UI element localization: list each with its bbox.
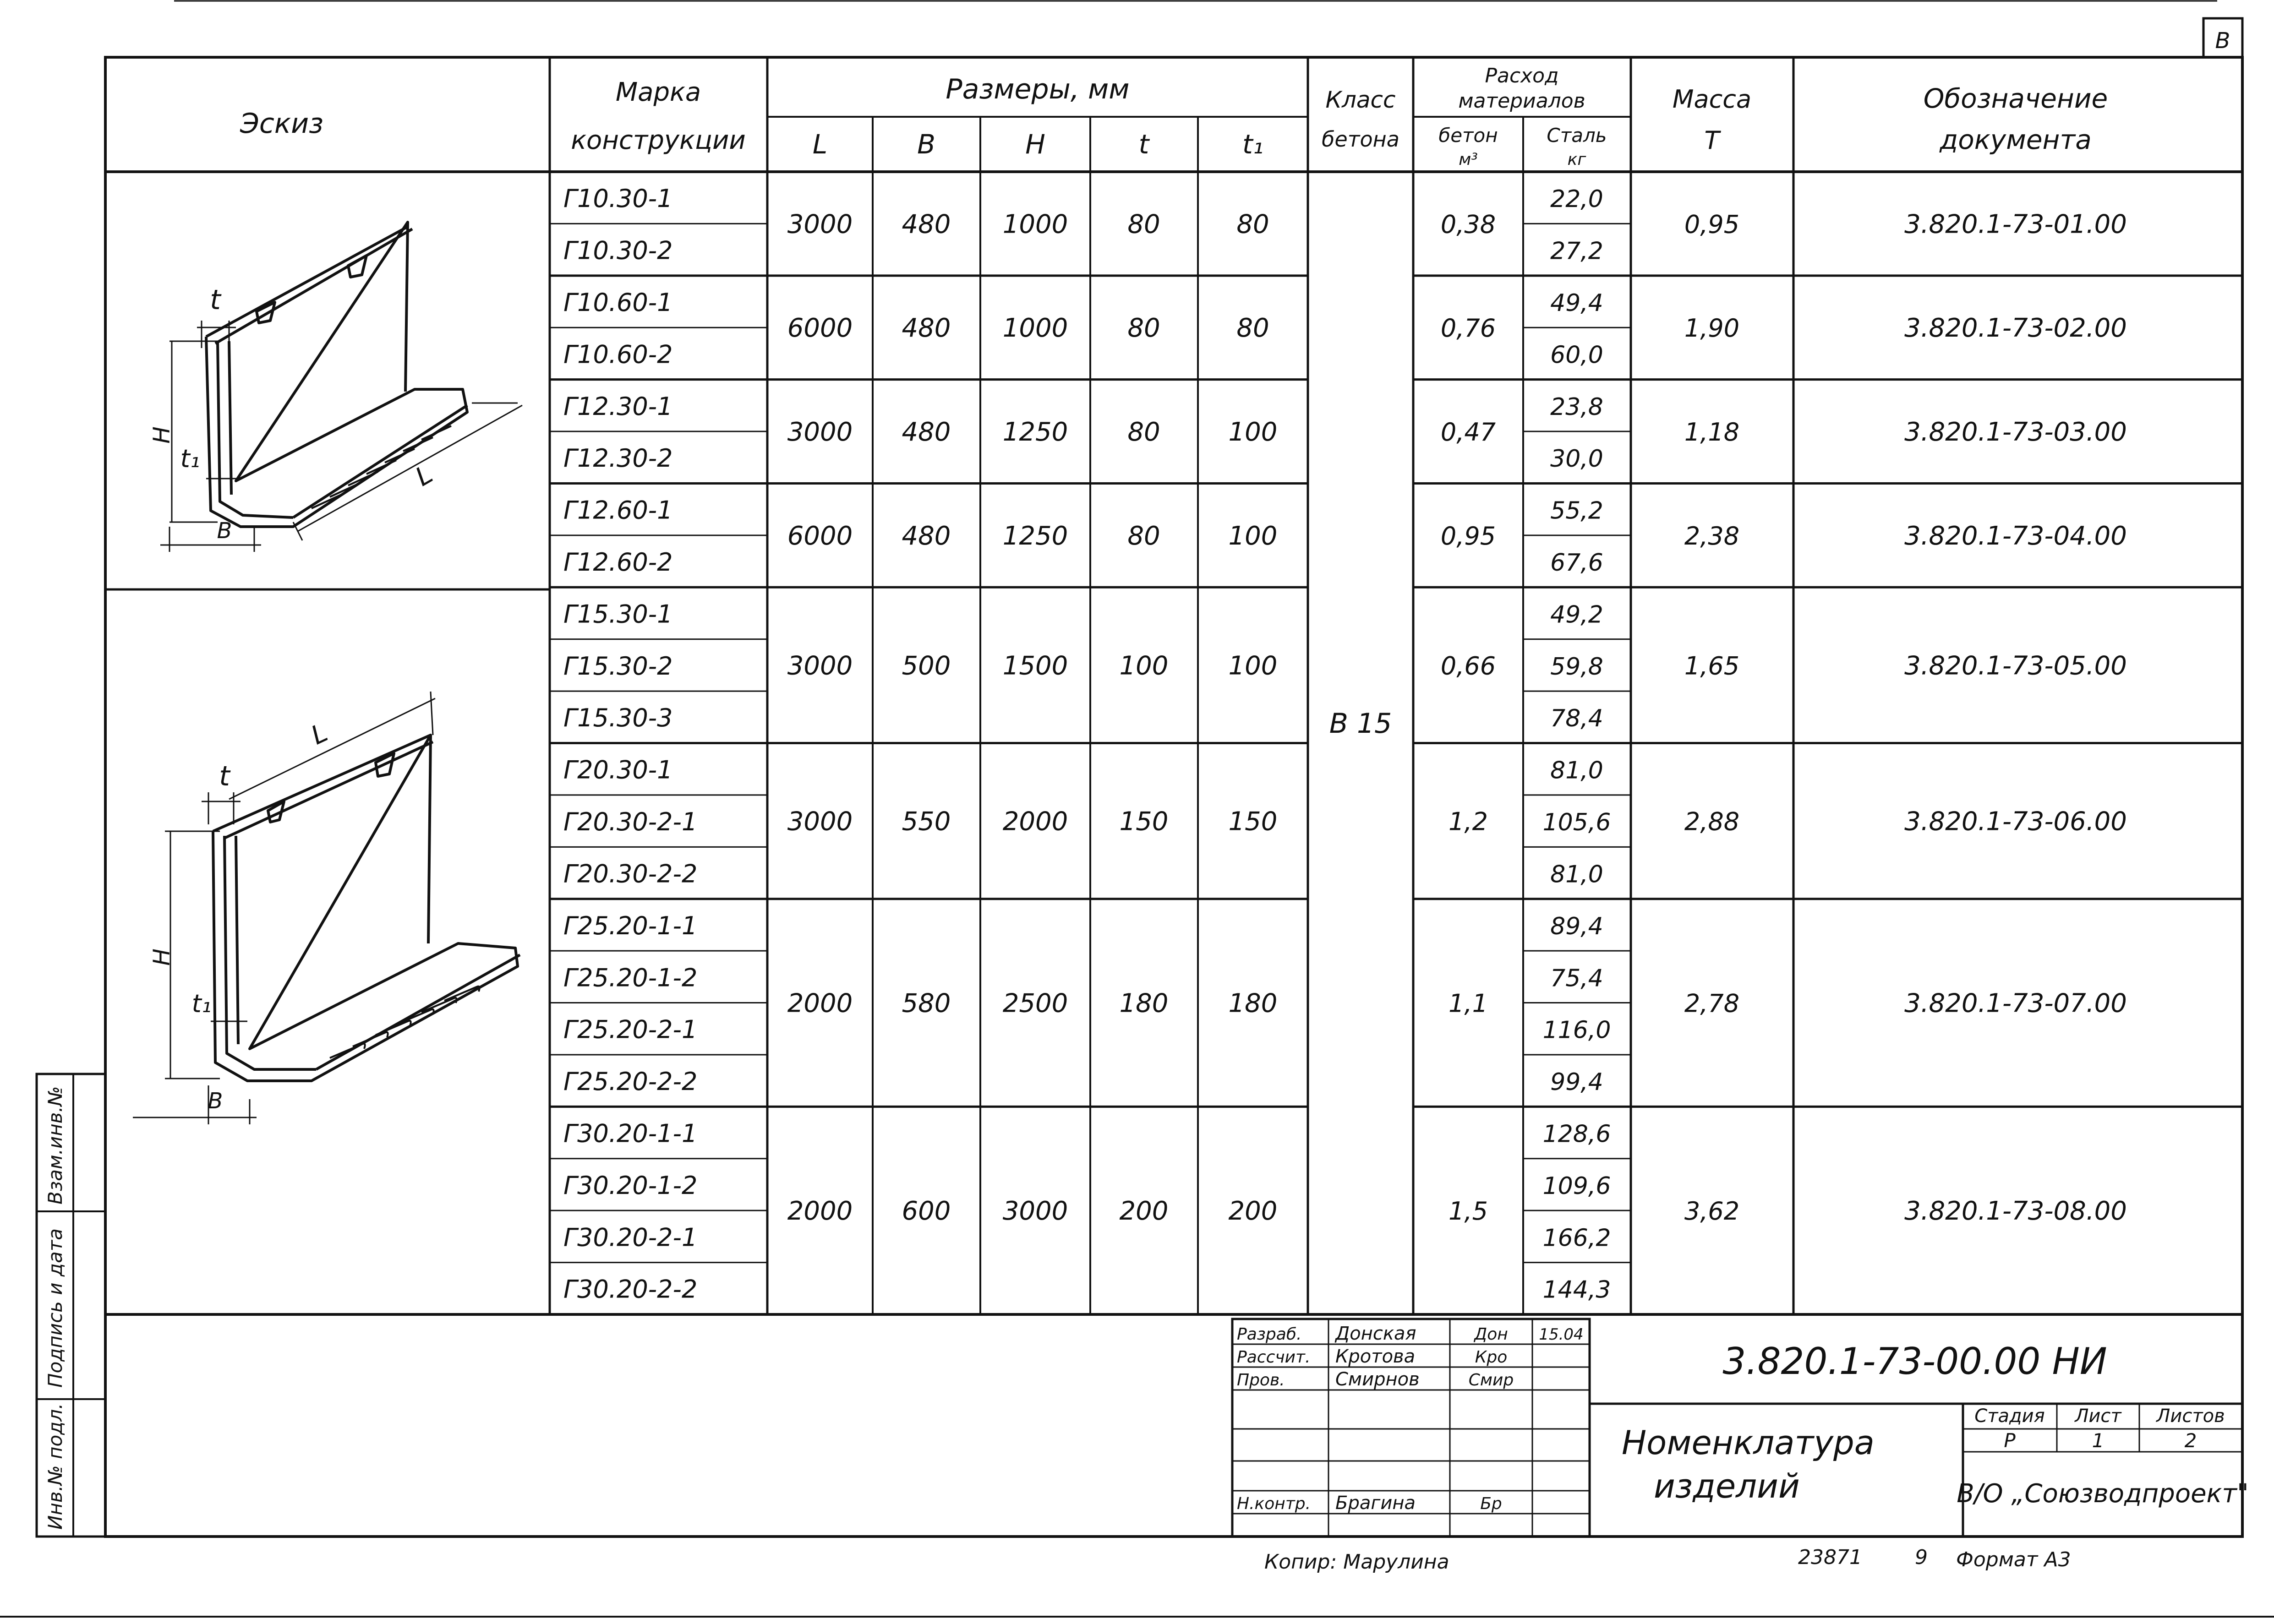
mass-cell: 2,88 xyxy=(1684,807,1740,836)
sheet-value: 1 xyxy=(2092,1429,2105,1452)
t1-cell: 80 xyxy=(1236,313,1269,343)
mark-cell: Г20.30-2-2 xyxy=(563,859,698,888)
mark-cell: Г10.30-2 xyxy=(563,236,673,265)
mark-cell: Г10.60-1 xyxy=(563,288,673,317)
steel-cell: 144,3 xyxy=(1542,1276,1611,1304)
steel-cell: 67,6 xyxy=(1550,549,1603,577)
B-cell: 500 xyxy=(902,651,951,681)
mark-cell: Г10.60-2 xyxy=(563,340,673,369)
col-steel-1: Сталь xyxy=(1547,124,1607,147)
B-cell: 480 xyxy=(902,209,951,240)
t-cell: 180 xyxy=(1119,988,1169,1019)
row-lines xyxy=(550,223,2242,1262)
concrete-cell: 0,66 xyxy=(1440,651,1496,681)
H-cell: 3000 xyxy=(1002,1196,1068,1226)
sheets-label: Листов xyxy=(2156,1406,2225,1427)
steel-cell: 22,0 xyxy=(1550,185,1603,213)
sketch-retaining-wall-2 xyxy=(133,692,520,1124)
mark-cell: Г30.20-1-1 xyxy=(563,1119,698,1148)
title-block-date: 15.04 xyxy=(1539,1325,1584,1344)
mark-cell: Г12.60-2 xyxy=(563,547,673,577)
mark-cell: Г30.20-2-1 xyxy=(563,1223,698,1252)
t1-cell: 200 xyxy=(1228,1196,1278,1226)
col-mark-1: Марка xyxy=(615,77,701,107)
col-dim-t: t xyxy=(1138,129,1149,160)
side-replace-label: Взам.инв.№ xyxy=(44,1086,66,1204)
sketch1-label-H: Н xyxy=(148,426,175,444)
sheet-letter: В xyxy=(2215,28,2230,54)
stage-label: Стадия xyxy=(1974,1406,2045,1427)
col-dim-H: Н xyxy=(1025,129,1045,160)
col-class-1: Класс xyxy=(1325,87,1396,113)
t1-cell: 100 xyxy=(1228,417,1278,447)
title-block-name: Брагина xyxy=(1335,1493,1416,1514)
doc-cell: 3.820.1-73-08.00 xyxy=(1904,1196,2127,1226)
col-doc-2: документа xyxy=(1940,124,2092,155)
steel-cell: 30,0 xyxy=(1550,445,1603,473)
mark-cell: Г12.60-1 xyxy=(563,496,673,525)
mass-cell: 2,78 xyxy=(1684,989,1740,1018)
doc-cell: 3.820.1-73-07.00 xyxy=(1904,988,2127,1019)
title-block-name: Донская xyxy=(1335,1323,1416,1344)
mass-cell: 1,18 xyxy=(1684,418,1740,447)
H-cell: 2000 xyxy=(1002,807,1068,837)
title-block-sign: Кро xyxy=(1475,1348,1508,1367)
title-block-name: Смирнов xyxy=(1335,1369,1420,1390)
title-block-role: Рассчит. xyxy=(1237,1348,1311,1367)
sketch2-label-H: Н xyxy=(148,948,175,966)
steel-cell: 78,4 xyxy=(1550,705,1603,733)
steel-cell: 81,0 xyxy=(1550,861,1603,888)
concrete-cell: 0,38 xyxy=(1440,210,1496,239)
steel-cell: 23,8 xyxy=(1550,393,1603,421)
t1-cell: 80 xyxy=(1236,209,1269,240)
title-block-signatures xyxy=(1237,1323,1584,1514)
mass-cell: 2,38 xyxy=(1684,521,1740,550)
sketch1-label-L: L xyxy=(410,459,438,492)
sketch1-label-t1: t₁ xyxy=(180,444,200,473)
col-concrete-1: бетон xyxy=(1438,124,1498,147)
steel-cell: 49,2 xyxy=(1550,601,1603,629)
t1-cell: 100 xyxy=(1228,651,1278,681)
title-block-name: Кротова xyxy=(1335,1346,1416,1367)
mark-cell: Г15.30-1 xyxy=(563,599,673,629)
steel-cell: 27,2 xyxy=(1550,237,1603,265)
mark-cell: Г25.20-1-1 xyxy=(563,911,698,940)
sheet-label: Лист xyxy=(2075,1406,2121,1427)
table-grid xyxy=(105,57,2242,1314)
mark-cell: Г30.20-1-2 xyxy=(563,1171,698,1200)
steel-cell: 59,8 xyxy=(1550,653,1603,681)
steel-cell: 166,2 xyxy=(1542,1224,1611,1252)
B-cell: 550 xyxy=(902,807,951,837)
title-block-sign: Дон xyxy=(1474,1325,1508,1344)
title-block-sign: Смир xyxy=(1468,1371,1514,1390)
col-class-2: бетона xyxy=(1322,127,1399,152)
col-steel-unit: кг xyxy=(1567,150,1586,169)
H-cell: 1000 xyxy=(1002,209,1068,240)
steel-cell: 81,0 xyxy=(1550,757,1603,785)
t1-cell: 180 xyxy=(1228,988,1278,1019)
col-doc-1: Обозначение xyxy=(1923,83,2108,114)
col-mark-2: конструкции xyxy=(571,125,746,155)
sketch-retaining-wall-1 xyxy=(160,222,522,552)
t-cell: 200 xyxy=(1119,1196,1169,1226)
concrete-cell: 1,1 xyxy=(1449,989,1488,1018)
mark-cell: Г15.30-2 xyxy=(563,651,673,681)
col-sketch: Эскиз xyxy=(240,108,324,140)
mark-cell: Г12.30-1 xyxy=(563,392,673,421)
archive-number-2: 9 xyxy=(1915,1546,1928,1569)
L-cell: 3000 xyxy=(787,417,853,447)
stage-value: Р xyxy=(2004,1429,2016,1452)
doc-title-1: Номенклатура xyxy=(1622,1423,1875,1462)
mark-cell: Г10.30-1 xyxy=(563,184,673,213)
L-cell: 3000 xyxy=(787,651,853,681)
t-cell: 80 xyxy=(1127,209,1160,240)
H-cell: 1250 xyxy=(1002,417,1068,447)
col-consumption-1: Расход xyxy=(1485,64,1559,87)
mark-cell: Г20.30-2-1 xyxy=(563,807,698,837)
steel-cell: 116,0 xyxy=(1542,1016,1611,1044)
col-dim-B: В xyxy=(917,129,935,160)
title-block-role: Н.контр. xyxy=(1237,1494,1311,1513)
mark-cell: Г12.30-2 xyxy=(563,444,673,473)
t-cell: 80 xyxy=(1127,313,1160,343)
t1-cell: 100 xyxy=(1228,521,1278,551)
steel-cell: 49,4 xyxy=(1550,289,1603,317)
col-consumption-2: материалов xyxy=(1458,89,1585,113)
mass-cell: 3,62 xyxy=(1684,1197,1740,1226)
sketch2-label-B: В xyxy=(208,1088,223,1114)
mark-cell: Г25.20-2-1 xyxy=(563,1015,698,1044)
t1-cell: 150 xyxy=(1228,807,1278,837)
doc-cell: 3.820.1-73-03.00 xyxy=(1904,417,2127,447)
t-cell: 100 xyxy=(1119,651,1169,681)
col-dims: Размеры, мм xyxy=(946,73,1130,105)
L-cell: 3000 xyxy=(787,807,853,837)
steel-cell: 128,6 xyxy=(1542,1120,1611,1148)
concrete-cell: 1,5 xyxy=(1449,1197,1488,1226)
mark-cell: Г15.30-3 xyxy=(563,703,673,733)
sketch2-label-L: L xyxy=(306,718,333,751)
B-cell: 580 xyxy=(902,988,951,1019)
t-cell: 80 xyxy=(1127,521,1160,551)
title-block-role: Разраб. xyxy=(1237,1325,1302,1344)
title-block-role: Пров. xyxy=(1237,1371,1285,1390)
copied-by: Копир: Марулина xyxy=(1264,1550,1449,1574)
doc-title-2: изделий xyxy=(1654,1467,1800,1505)
mark-cell: Г25.20-2-2 xyxy=(563,1067,698,1096)
B-cell: 600 xyxy=(902,1196,951,1226)
doc-cell: 3.820.1-73-05.00 xyxy=(1904,651,2127,681)
col-concrete-unit: м³ xyxy=(1459,150,1478,169)
mass-cell: 1,65 xyxy=(1684,651,1740,681)
mark-cell: Г25.20-1-2 xyxy=(563,963,698,992)
doc-cell: 3.820.1-73-01.00 xyxy=(1904,209,2127,240)
steel-cell: 89,4 xyxy=(1550,912,1603,940)
L-cell: 6000 xyxy=(787,313,853,343)
t-cell: 80 xyxy=(1127,417,1160,447)
concrete-cell: 1,2 xyxy=(1449,807,1488,836)
L-cell: 3000 xyxy=(787,209,853,240)
side-sign-label: Подпись и дата xyxy=(44,1228,66,1388)
designation: 3.820.1-73-00.00 НИ xyxy=(1722,1340,2107,1383)
t-cell: 150 xyxy=(1119,807,1169,837)
L-cell: 6000 xyxy=(787,521,853,551)
B-cell: 480 xyxy=(902,417,951,447)
H-cell: 1250 xyxy=(1002,521,1068,551)
concrete-class: В 15 xyxy=(1329,708,1392,740)
col-mass-unit: Т xyxy=(1704,126,1720,155)
mark-cell: Г30.20-2-2 xyxy=(563,1275,698,1304)
H-cell: 1000 xyxy=(1002,313,1068,343)
archive-number: 23871 xyxy=(1798,1546,1862,1569)
steel-cell: 99,4 xyxy=(1550,1068,1603,1096)
sketch2-label-t: t xyxy=(219,760,230,792)
mark-cell: Г20.30-1 xyxy=(563,755,673,785)
L-cell: 2000 xyxy=(787,988,853,1019)
col-mass-1: Масса xyxy=(1672,85,1752,114)
sketch1-label-B: В xyxy=(217,518,232,544)
sketch2-label-t1: t₁ xyxy=(191,989,212,1018)
B-cell: 480 xyxy=(902,313,951,343)
B-cell: 480 xyxy=(902,521,951,551)
H-cell: 2500 xyxy=(1002,988,1068,1019)
mass-cell: 0,95 xyxy=(1684,210,1740,239)
col-dim-L: L xyxy=(812,129,828,160)
organization: В/О „Союзводпроект" xyxy=(1957,1479,2249,1509)
steel-cell: 75,4 xyxy=(1550,965,1603,992)
doc-cell: 3.820.1-73-02.00 xyxy=(1904,313,2127,343)
mass-cell: 1,90 xyxy=(1684,314,1740,343)
H-cell: 1500 xyxy=(1002,651,1068,681)
steel-cell: 105,6 xyxy=(1542,809,1611,837)
concrete-cell: 0,47 xyxy=(1440,418,1496,447)
col-dim-t1: t₁ xyxy=(1242,129,1263,160)
sketch1-label-t: t xyxy=(210,284,221,316)
doc-cell: 3.820.1-73-06.00 xyxy=(1904,807,2127,837)
L-cell: 2000 xyxy=(787,1196,853,1226)
doc-cell: 3.820.1-73-04.00 xyxy=(1904,521,2127,551)
concrete-cell: 0,76 xyxy=(1440,314,1496,343)
side-inv-label: Инв.№ подл. xyxy=(44,1403,66,1530)
steel-cell: 109,6 xyxy=(1542,1172,1611,1200)
sheets-value: 2 xyxy=(2184,1429,2197,1452)
concrete-cell: 0,95 xyxy=(1440,521,1496,550)
paper-format: Формат А3 xyxy=(1956,1548,2071,1571)
title-block-sign: Бр xyxy=(1480,1494,1502,1513)
steel-cell: 60,0 xyxy=(1550,341,1603,369)
steel-cell: 55,2 xyxy=(1550,497,1603,525)
